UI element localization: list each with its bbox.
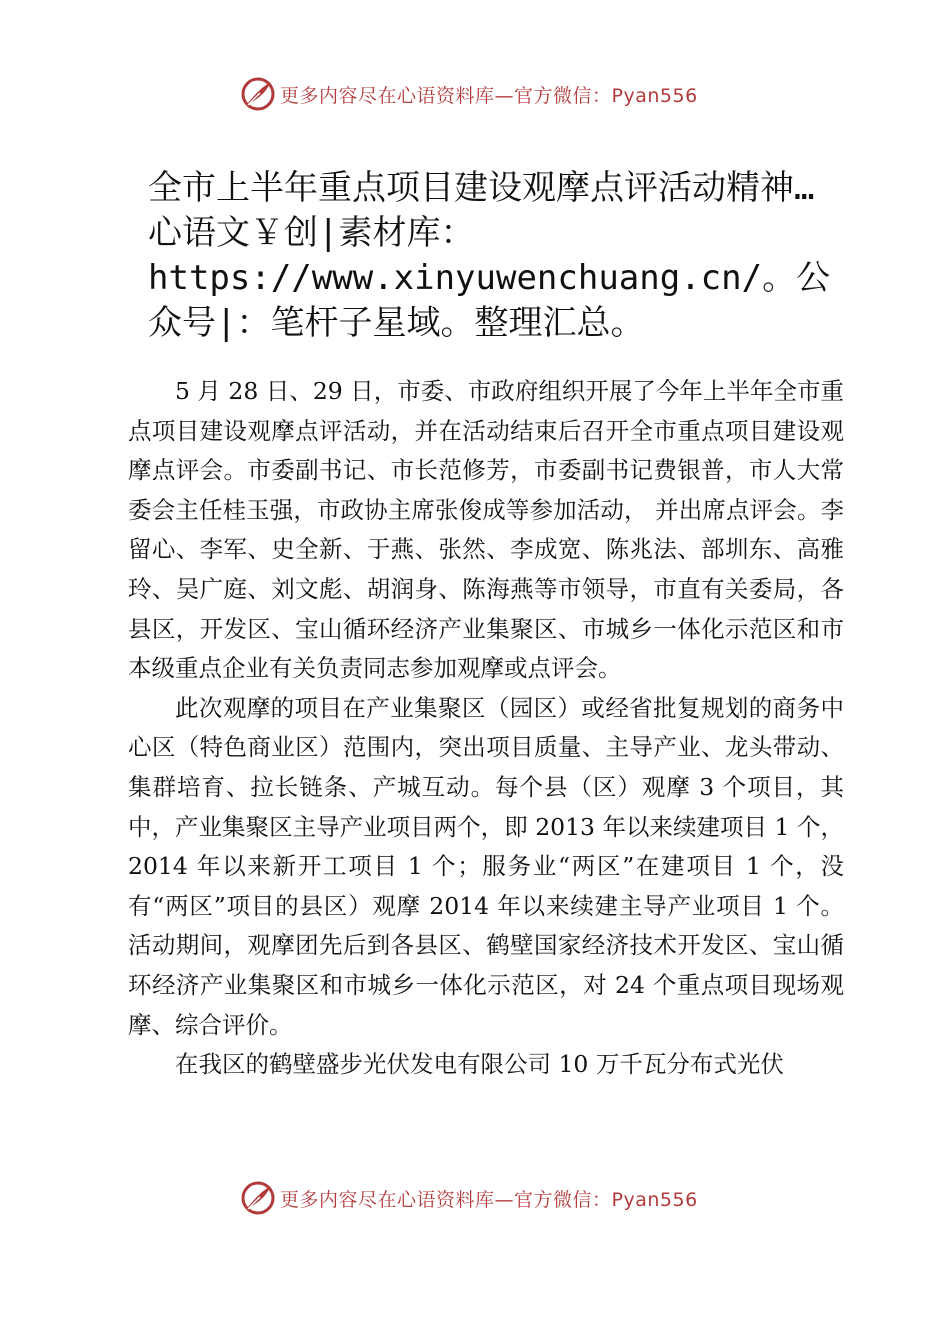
- document-title: 全市上半年重点项目建设观摩点评活动精神…心语文￥创|素材库：https://www.xinyuwenchuang.cn/。公众号|：笔杆子星域。整理汇总。: [148, 168, 831, 343]
- quill-logo-icon: [240, 76, 276, 112]
- footer-watermark: [240, 1178, 698, 1218]
- watermark-text: 更多内容尽在心语资料库—官方微信：Pyan556: [280, 1188, 698, 1211]
- quill-logo-icon: [240, 1180, 276, 1216]
- paragraph: 此次观摩的项目在产业集聚区（园区）或经省批复规划的商务中心区（特色商业区）范围内，突出项目质量、主导产业、龙头带动、集群培育、拉长链条、产城互动。每个县（区）观摩 3 个项目，其中，产业集聚区主导产业项目两个，即 2013 年以来续建项目 1 个，2014 年以来新开工项目 1 个；服务业“两区”在建项目 1 个，没有“两区”项目的县区）观摩 2014 年以来续建主导产业项目 1 个。活动期间，观摩团先后到各县区、鹤壁国家经济技术开发区、宝山循环经济产业集聚区和市城乡一体化示范区，对 24 个重点项目现场观摩、综合评价。: [128, 693, 844, 1039]
- header-watermark: [240, 74, 698, 114]
- watermark-text: 更多内容尽在心语资料库—官方微信：Pyan556: [280, 84, 698, 107]
- document-body: [128, 372, 844, 1085]
- paragraph: 5 月 28 日、29 日，市委、市政府组织开展了今年上半年全市重点项目建设观摩点评活动，并在活动结束后召开全市重点项目建设观摩点评会。市委副书记、市长范修芳，市委副书记费银普，市人大常委会主任桂玉强，市政协主席张俊成等参加活动， 并出席点评会。李留心、李军、史全新、于燕、张然、李成宽、陈兆法、部圳东、高雅玲、吴广庭、刘文彪、胡润身、陈海燕等市领导，市直有关委局，各县区，开发区、宝山循环经济产业集聚区、市城乡一体化示范区和市本级重点企业有关负责同志参加观摩或点评会。: [128, 377, 844, 683]
- paragraph: 在我区的鹤壁盛步光伏发电有限公司 10 万千瓦分布式光伏: [175, 1050, 784, 1079]
